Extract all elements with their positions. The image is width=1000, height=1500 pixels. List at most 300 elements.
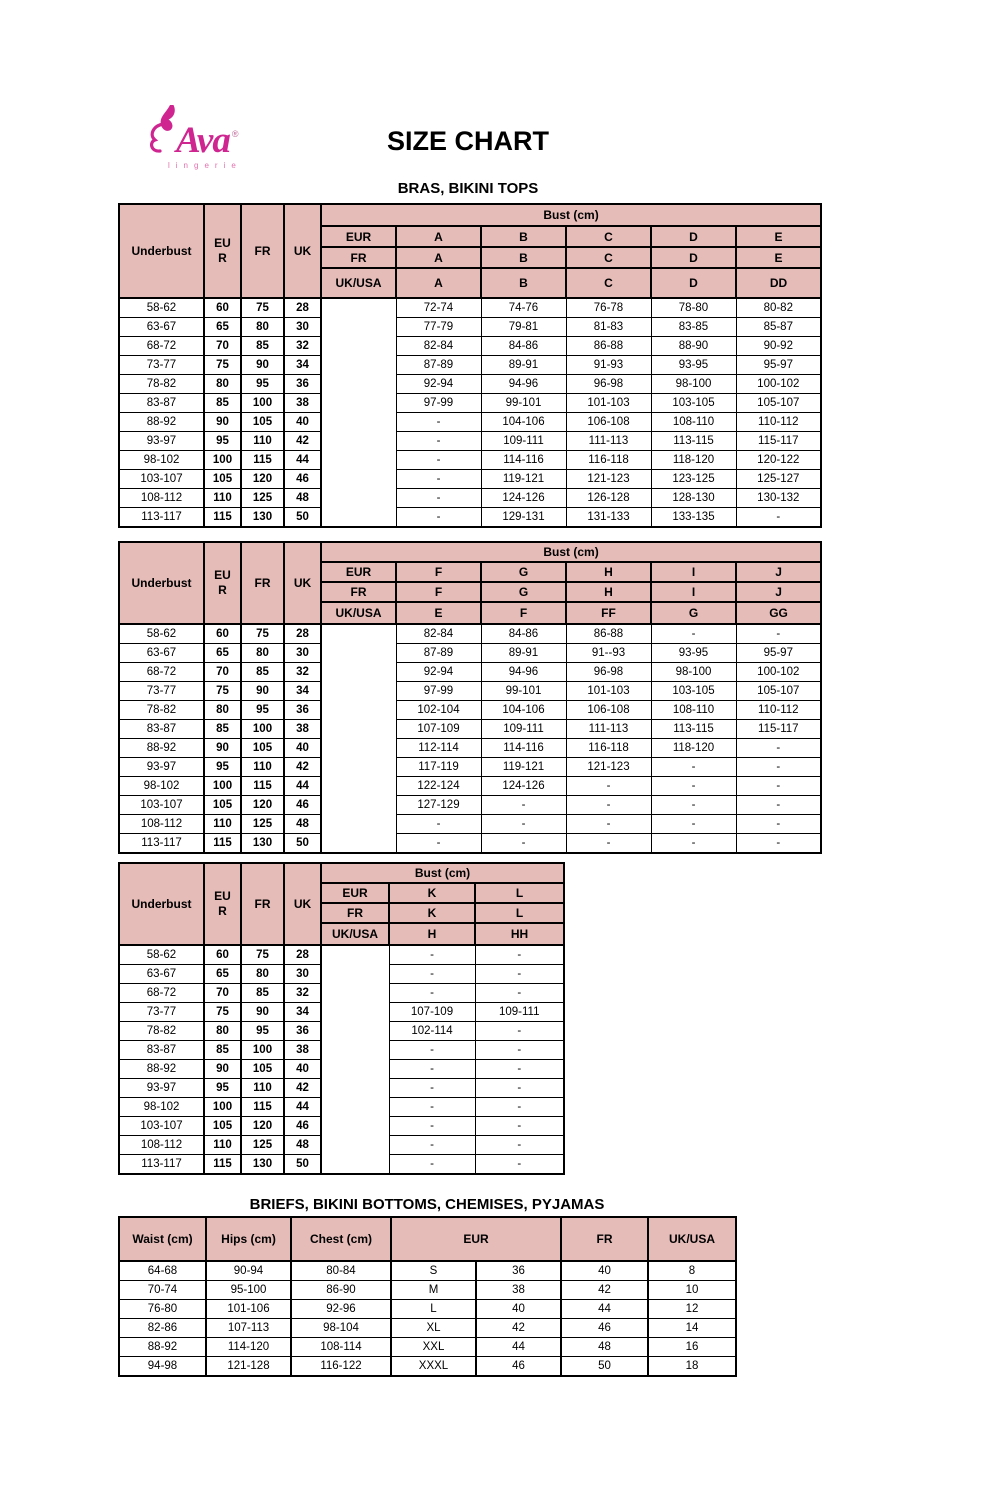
eur-size-cell: 105 <box>204 796 241 815</box>
briefs-cell: 44 <box>561 1300 648 1319</box>
bust-range-cell: 96-98 <box>566 375 651 394</box>
underbust-cell: 98-102 <box>119 451 204 470</box>
briefs-table-header <box>119 1217 736 1261</box>
uk-size-cell: 28 <box>284 298 321 318</box>
size-system-label: FR <box>321 247 396 268</box>
uk-size-cell: 42 <box>284 432 321 451</box>
bust-range-cell: - <box>389 1117 475 1136</box>
bust-range-cell: - <box>481 834 566 854</box>
underbust-cell: 113-117 <box>119 1155 204 1175</box>
bust-range-cell: 110-112 <box>736 701 821 720</box>
underbust-cell: 88-92 <box>119 739 204 758</box>
bust-range-cell: 99-101 <box>481 682 566 701</box>
uk-header: UK <box>284 863 321 945</box>
bust-range-cell: - <box>389 945 475 965</box>
uk-size-cell: 44 <box>284 777 321 796</box>
size-letter-cell: J <box>736 582 821 602</box>
bust-range-cell: 113-115 <box>651 432 736 451</box>
briefs-cell: 121-128 <box>206 1357 291 1377</box>
table-row <box>119 413 821 432</box>
eur-size-cell: 100 <box>204 1098 241 1117</box>
briefs-cell: 82-86 <box>119 1319 206 1338</box>
bust-range-cell: 101-103 <box>566 682 651 701</box>
briefs-cell: 94-98 <box>119 1357 206 1377</box>
bust-range-cell: - <box>736 815 821 834</box>
underbust-cell: 58-62 <box>119 298 204 318</box>
underbust-cell: 73-77 <box>119 1003 204 1022</box>
eur-header: EUR <box>204 204 241 298</box>
size-letter-cell: E <box>396 602 481 624</box>
bust-range-cell: 88-90 <box>651 337 736 356</box>
fr-size-cell: 80 <box>241 318 284 337</box>
bust-range-cell: 86-88 <box>566 624 651 644</box>
bust-range-cell: 105-107 <box>736 682 821 701</box>
briefs-cell: 80-84 <box>291 1261 391 1281</box>
bust-range-cell: - <box>651 758 736 777</box>
size-letter-cell: C <box>566 268 651 298</box>
bras-table-body <box>119 298 821 527</box>
bust-range-cell: - <box>566 834 651 854</box>
size-letter-cell: C <box>566 247 651 268</box>
bust-range-cell: - <box>396 834 481 854</box>
eur-size-cell: 80 <box>204 1022 241 1041</box>
bust-range-cell: 114-116 <box>481 739 566 758</box>
briefs-cell: 50 <box>561 1357 648 1377</box>
table-row <box>119 1338 736 1357</box>
underbust-cell: 63-67 <box>119 318 204 337</box>
underbust-cell: 113-117 <box>119 834 204 854</box>
table-row <box>119 508 821 528</box>
eur-size-cell: 115 <box>204 834 241 854</box>
bust-range-cell: 121-123 <box>566 758 651 777</box>
fr-size-cell: 95 <box>241 701 284 720</box>
bust-range-cell: 91--93 <box>566 644 651 663</box>
bust-range-cell: - <box>396 413 481 432</box>
bust-range-cell: 86-88 <box>566 337 651 356</box>
bust-range-cell: - <box>396 432 481 451</box>
underbust-cell: 68-72 <box>119 663 204 682</box>
briefs-cell: 48 <box>561 1338 648 1357</box>
size-letter-cell: DD <box>736 268 821 298</box>
bust-range-cell: 82-84 <box>396 624 481 644</box>
bust-range-cell: 108-110 <box>651 701 736 720</box>
bust-range-cell: 125-127 <box>736 470 821 489</box>
fr-size-cell: 110 <box>241 1079 284 1098</box>
uk-size-cell: 38 <box>284 394 321 413</box>
bust-range-cell: 87-89 <box>396 644 481 663</box>
bras-table-a-e <box>118 203 822 528</box>
table-row <box>119 337 821 356</box>
briefs-cell: 8 <box>648 1261 736 1281</box>
bust-range-cell: 113-115 <box>651 720 736 739</box>
fr-size-cell: 120 <box>241 470 284 489</box>
fr-size-cell: 110 <box>241 432 284 451</box>
table-row <box>119 432 821 451</box>
uk-size-cell: 34 <box>284 1003 321 1022</box>
eur-header: EUR <box>204 542 241 624</box>
uk-size-cell: 44 <box>284 1098 321 1117</box>
bust-range-cell: 120-122 <box>736 451 821 470</box>
bust-range-cell: 116-118 <box>566 739 651 758</box>
bust-range-cell: - <box>481 815 566 834</box>
bust-range-cell: 98-100 <box>651 663 736 682</box>
bust-range-cell: 126-128 <box>566 489 651 508</box>
bust-range-cell: - <box>736 777 821 796</box>
uk-size-cell: 50 <box>284 508 321 528</box>
bust-range-cell: - <box>475 945 564 965</box>
eur-header: EUR <box>391 1217 561 1261</box>
underbust-cell: 108-112 <box>119 815 204 834</box>
bust-range-cell: - <box>475 1041 564 1060</box>
table-row <box>119 1261 736 1281</box>
fr-size-cell: 115 <box>241 451 284 470</box>
eur-size-cell: 115 <box>204 1155 241 1175</box>
bust-range-cell: - <box>651 834 736 854</box>
bust-range-cell: 78-80 <box>651 298 736 318</box>
fr-header: FR <box>241 863 284 945</box>
eur-size-cell: 85 <box>204 720 241 739</box>
eur-size-cell: 90 <box>204 413 241 432</box>
eur-size-cell: 70 <box>204 337 241 356</box>
bust-range-cell: - <box>651 777 736 796</box>
bust-range-cell: 94-96 <box>481 663 566 682</box>
eur-size-cell: 85 <box>204 394 241 413</box>
briefs-section-title: BRIEFS, BIKINI BOTTOMS, CHEMISES, PYJAMAS <box>249 1196 605 1213</box>
fr-size-cell: 75 <box>241 624 284 644</box>
uk-size-cell: 42 <box>284 1079 321 1098</box>
bust-range-cell: 92-94 <box>396 375 481 394</box>
hips-header: Hips (cm) <box>206 1217 291 1261</box>
size-letter-cell: F <box>396 562 481 582</box>
eur-size-cell: 70 <box>204 663 241 682</box>
table-row <box>119 470 821 489</box>
table-row <box>119 739 821 758</box>
briefs-cell: 14 <box>648 1319 736 1338</box>
size-letter-cell: J <box>736 562 821 582</box>
uk-size-cell: 30 <box>284 318 321 337</box>
eur-size-cell: 60 <box>204 298 241 318</box>
eur-size-cell: 100 <box>204 451 241 470</box>
table-row <box>119 394 821 413</box>
size-letter-cell: L <box>475 883 564 903</box>
underbust-cell: 83-87 <box>119 720 204 739</box>
eur-size-cell: 90 <box>204 739 241 758</box>
underbust-cell: 73-77 <box>119 682 204 701</box>
bust-range-cell: - <box>389 984 475 1003</box>
bust-range-cell: - <box>389 1155 475 1175</box>
bust-range-cell: - <box>475 1117 564 1136</box>
table-row <box>119 663 821 682</box>
size-system-label: FR <box>321 903 389 923</box>
bust-range-cell: 114-116 <box>481 451 566 470</box>
uk-size-cell: 36 <box>284 375 321 394</box>
fr-size-cell: 120 <box>241 1117 284 1136</box>
bust-range-cell: - <box>566 815 651 834</box>
briefs-cell: 38 <box>476 1281 561 1300</box>
bust-range-cell: 115-117 <box>736 432 821 451</box>
briefs-cell: 107-113 <box>206 1319 291 1338</box>
fr-size-cell: 100 <box>241 720 284 739</box>
size-letter-cell: F <box>396 582 481 602</box>
uk-size-cell: 46 <box>284 470 321 489</box>
size-letter-cell: D <box>651 226 736 247</box>
uk-size-cell: 32 <box>284 663 321 682</box>
bust-range-cell: 129-131 <box>481 508 566 528</box>
bust-range-cell: 118-120 <box>651 451 736 470</box>
bust-range-cell: 98-100 <box>651 375 736 394</box>
table-row <box>119 701 821 720</box>
fr-size-cell: 80 <box>241 644 284 663</box>
eur-size-cell: 85 <box>204 1041 241 1060</box>
table-row <box>119 624 821 644</box>
bust-range-cell: 130-132 <box>736 489 821 508</box>
bust-cm-header: Bust (cm) <box>321 204 821 226</box>
table-row <box>119 1357 736 1377</box>
eur-size-cell: 80 <box>204 701 241 720</box>
eur-size-cell: 65 <box>204 318 241 337</box>
bust-range-cell: 116-118 <box>566 451 651 470</box>
size-letter-cell: I <box>651 582 736 602</box>
uk-size-cell: 36 <box>284 1022 321 1041</box>
bust-range-cell: 83-85 <box>651 318 736 337</box>
underbust-cell: 58-62 <box>119 624 204 644</box>
fr-size-cell: 125 <box>241 489 284 508</box>
bust-range-cell: 89-91 <box>481 644 566 663</box>
size-letter-cell: C <box>566 226 651 247</box>
bust-range-cell: 111-113 <box>566 432 651 451</box>
bust-range-cell: 92-94 <box>396 663 481 682</box>
bust-range-cell: - <box>389 1041 475 1060</box>
eur-size-cell: 110 <box>204 815 241 834</box>
briefs-cell: S <box>391 1261 476 1281</box>
briefs-cell: 40 <box>561 1261 648 1281</box>
brand-tagline: lingerie <box>168 161 242 170</box>
briefs-cell: 46 <box>476 1357 561 1377</box>
underbust-cell: 63-67 <box>119 965 204 984</box>
underbust-cell: 63-67 <box>119 644 204 663</box>
bust-range-cell: 128-130 <box>651 489 736 508</box>
fr-size-cell: 90 <box>241 682 284 701</box>
uk-size-cell: 40 <box>284 1060 321 1079</box>
bust-range-cell: 106-108 <box>566 413 651 432</box>
table-row <box>119 1281 736 1300</box>
fr-size-cell: 100 <box>241 394 284 413</box>
fr-size-cell: 100 <box>241 1041 284 1060</box>
briefs-cell: 42 <box>561 1281 648 1300</box>
size-letter-cell: HH <box>475 923 564 945</box>
uk-size-cell: 50 <box>284 1155 321 1175</box>
bust-range-cell: 93-95 <box>651 644 736 663</box>
uk-size-cell: 28 <box>284 945 321 965</box>
uk-size-cell: 28 <box>284 624 321 644</box>
bust-range-cell: 84-86 <box>481 337 566 356</box>
eur-size-cell: 65 <box>204 965 241 984</box>
bust-range-cell: - <box>475 965 564 984</box>
bust-range-cell: 103-105 <box>651 682 736 701</box>
uk-size-cell: 48 <box>284 489 321 508</box>
underbust-cell: 83-87 <box>119 1041 204 1060</box>
eur-size-cell: 100 <box>204 777 241 796</box>
size-letter-cell: A <box>396 226 481 247</box>
bust-range-cell: 124-126 <box>481 489 566 508</box>
bust-range-cell: 89-91 <box>481 356 566 375</box>
eur-size-cell: 95 <box>204 432 241 451</box>
page-title: SIZE CHART <box>387 126 549 156</box>
eur-size-cell: 75 <box>204 356 241 375</box>
bust-range-cell: 97-99 <box>396 394 481 413</box>
uk-size-cell: 32 <box>284 337 321 356</box>
size-letter-cell: B <box>481 226 566 247</box>
bust-range-cell: 123-125 <box>651 470 736 489</box>
bust-range-cell: - <box>736 624 821 644</box>
table-row <box>119 682 821 701</box>
bras-table-header <box>119 863 564 945</box>
fr-size-cell: 95 <box>241 1022 284 1041</box>
briefs-cell: M <box>391 1281 476 1300</box>
bust-range-cell: 97-99 <box>396 682 481 701</box>
table-row <box>119 356 821 375</box>
underbust-cell: 103-107 <box>119 796 204 815</box>
underbust-header: Underbust <box>119 204 204 298</box>
bust-range-cell: 102-114 <box>389 1022 475 1041</box>
bust-range-cell: 109-111 <box>481 432 566 451</box>
bras-table-k-l <box>118 862 565 1175</box>
bust-range-cell: 80-82 <box>736 298 821 318</box>
briefs-cell: 86-90 <box>291 1281 391 1300</box>
eur-size-cell: 80 <box>204 375 241 394</box>
bust-range-cell: - <box>651 815 736 834</box>
fr-size-cell: 105 <box>241 739 284 758</box>
bras-section-title: BRAS, BIKINI TOPS <box>397 180 539 197</box>
size-letter-cell: FF <box>566 602 651 624</box>
eur-size-cell: 75 <box>204 682 241 701</box>
briefs-cell: 88-92 <box>119 1338 206 1357</box>
size-letter-cell: D <box>651 247 736 268</box>
underbust-header: Underbust <box>119 863 204 945</box>
briefs-cell: L <box>391 1300 476 1319</box>
bust-range-cell: 72-74 <box>396 298 481 318</box>
bust-range-cell: - <box>736 758 821 777</box>
spacer-cell <box>321 298 396 527</box>
briefs-cell: 92-96 <box>291 1300 391 1319</box>
size-letter-cell: B <box>481 268 566 298</box>
eur-size-cell: 105 <box>204 1117 241 1136</box>
eur-size-cell: 110 <box>204 1136 241 1155</box>
briefs-cell: 44 <box>476 1338 561 1357</box>
bust-range-cell: 105-107 <box>736 394 821 413</box>
eur-size-cell: 105 <box>204 470 241 489</box>
bust-range-cell: 107-109 <box>389 1003 475 1022</box>
chest-header: Chest (cm) <box>291 1217 391 1261</box>
table-row <box>119 451 821 470</box>
eur-size-cell: 90 <box>204 1060 241 1079</box>
size-letter-cell: G <box>481 562 566 582</box>
briefs-cell: XXL <box>391 1338 476 1357</box>
eur-size-cell: 115 <box>204 508 241 528</box>
bust-range-cell: 100-102 <box>736 375 821 394</box>
table-row <box>119 945 564 965</box>
uk-header: UK <box>284 204 321 298</box>
table-row <box>119 815 821 834</box>
uk-size-cell: 34 <box>284 682 321 701</box>
bust-range-cell: 74-76 <box>481 298 566 318</box>
uk-size-cell: 36 <box>284 701 321 720</box>
briefs-cell: 95-100 <box>206 1281 291 1300</box>
fr-size-cell: 110 <box>241 758 284 777</box>
briefs-cell: 90-94 <box>206 1261 291 1281</box>
fr-size-cell: 85 <box>241 984 284 1003</box>
bust-range-cell: - <box>475 984 564 1003</box>
bust-range-cell: 121-123 <box>566 470 651 489</box>
underbust-cell: 93-97 <box>119 758 204 777</box>
size-letter-cell: E <box>736 226 821 247</box>
eur-size-cell: 95 <box>204 758 241 777</box>
size-system-label: EUR <box>321 226 396 247</box>
underbust-cell: 68-72 <box>119 337 204 356</box>
bust-range-cell: 79-81 <box>481 318 566 337</box>
bust-range-cell: - <box>736 739 821 758</box>
brand-name: Ava <box>176 120 230 161</box>
bust-range-cell: 119-121 <box>481 470 566 489</box>
underbust-cell: 73-77 <box>119 356 204 375</box>
briefs-cell: 76-80 <box>119 1300 206 1319</box>
underbust-cell: 88-92 <box>119 413 204 432</box>
bust-range-cell: - <box>475 1060 564 1079</box>
size-system-label: EUR <box>321 883 389 903</box>
bust-range-cell: 112-114 <box>396 739 481 758</box>
table-row <box>119 777 821 796</box>
bust-range-cell: 101-103 <box>566 394 651 413</box>
bust-range-cell: 91-93 <box>566 356 651 375</box>
uk-header: UK <box>284 542 321 624</box>
underbust-cell: 78-82 <box>119 375 204 394</box>
eur-size-cell: 65 <box>204 644 241 663</box>
briefs-cell: 98-104 <box>291 1319 391 1338</box>
eur-size-cell: 60 <box>204 945 241 965</box>
registered-mark-icon: ® <box>231 129 239 139</box>
eur-size-cell: 75 <box>204 1003 241 1022</box>
underbust-cell: 98-102 <box>119 777 204 796</box>
bust-range-cell: - <box>389 1098 475 1117</box>
spacer-cell <box>321 945 389 1174</box>
bust-range-cell: 119-121 <box>481 758 566 777</box>
bust-range-cell: - <box>396 508 481 528</box>
bust-range-cell: - <box>475 1098 564 1117</box>
briefs-cell: 40 <box>476 1300 561 1319</box>
table-row <box>119 318 821 337</box>
bust-range-cell: - <box>736 796 821 815</box>
fr-size-cell: 75 <box>241 298 284 318</box>
fr-size-cell: 75 <box>241 945 284 965</box>
bust-range-cell: 110-112 <box>736 413 821 432</box>
bust-range-cell: - <box>736 508 821 528</box>
bust-range-cell: - <box>475 1155 564 1175</box>
briefs-cell: 101-106 <box>206 1300 291 1319</box>
bust-range-cell: - <box>475 1079 564 1098</box>
size-letter-cell: H <box>566 582 651 602</box>
table-row <box>119 796 821 815</box>
underbust-cell: 88-92 <box>119 1060 204 1079</box>
bust-range-cell: 122-124 <box>396 777 481 796</box>
bust-range-cell: 95-97 <box>736 644 821 663</box>
bust-range-cell: - <box>736 834 821 854</box>
briefs-cell: 114-120 <box>206 1338 291 1357</box>
bust-range-cell: - <box>475 1136 564 1155</box>
bust-range-cell: - <box>481 796 566 815</box>
briefs-cell: 64-68 <box>119 1261 206 1281</box>
size-letter-cell: H <box>389 923 475 945</box>
bras-table-header <box>119 542 821 624</box>
